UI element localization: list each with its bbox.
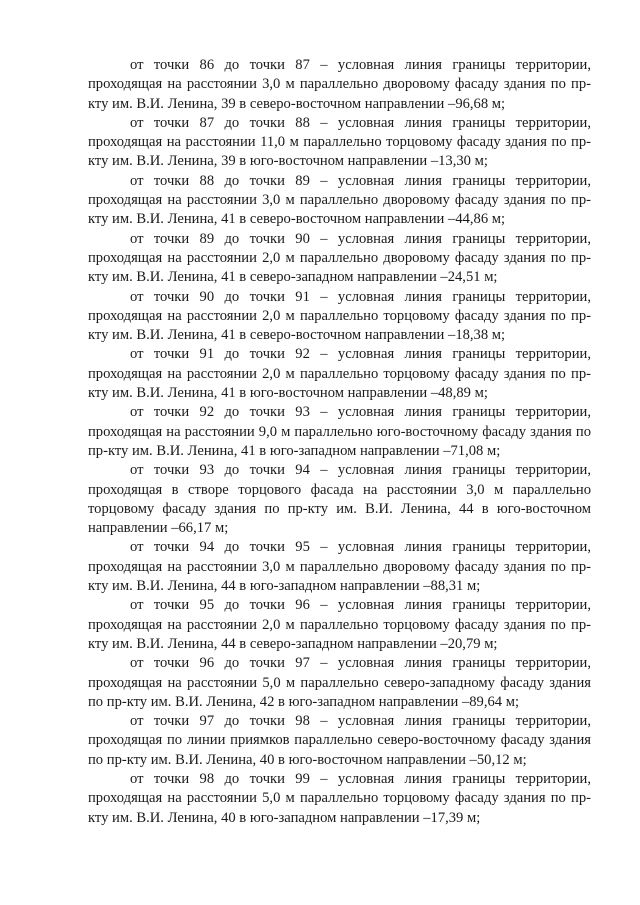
paragraph-segment-98-99: от точки 98 до точки 99 – условная линия границы территории, проходящая на расстоянии 5,0 м параллельно торцовому фасаду здания по пр-кту им. В.И. Ленина, 40 в юго-западном направлении –17,39 м;	[88, 770, 591, 826]
document-page	[88, 56, 591, 828]
paragraph-segment-94-95: от точки 94 до точки 95 – условная линия границы территории, проходящая на расстоянии 3,0 м параллельно дворовому фасаду здания по пр-кту им. В.И. Ленина, 44 в юго-западном направлении –88,31 м;	[88, 539, 591, 595]
paragraph-segment-90-91: от точки 90 до точки 91 – условная линия границы территории, проходящая на расстоянии 2,0 м параллельно торцовому фасаду здания по пр-кту им. В.И. Ленина, 41 в северо-восточном направлении –18,38 м;	[88, 288, 591, 344]
paragraph-segment-97-98: от точки 97 до точки 98 – условная линия границы территории, проходящая по линии приямков параллельно северо-восточному фасаду здания по пр-кту им. В.И. Ленина, 40 в юго-восточном направлении –50,12 м;	[88, 713, 591, 768]
paragraph-segment-95-96: от точки 95 до точки 96 – условная линия границы территории, проходящая на расстоянии 2,0 м параллельно торцовому фасаду здания по пр-кту им. В.И. Ленина, 44 в северо-западном направлении –20,79 м;	[88, 597, 591, 652]
paragraph-segment-89-90: от точки 89 до точки 90 – условная линия границы территории, проходящая на расстоянии 2,0 м параллельно дворовому фасаду здания по пр-кту им. В.И. Ленина, 41 в северо-западном направлении –24,51 м;	[88, 230, 591, 286]
paragraph-segment-92-93: от точки 92 до точки 93 – условная линия границы территории, проходящая на расстоянии 9,0 м параллельно юго-восточному фасаду здания по пр-кту им. В.И. Ленина, 41 в юго-западном направлении –71,08 м;	[88, 404, 591, 459]
paragraph-segment-96-97: от точки 96 до точки 97 – условная линия границы территории, проходящая на расстоянии 5,0 м параллельно северо-западному фасаду здания по пр-кту им. В.И. Ленина, 42 в юго-западном направлении –89,64 м;	[88, 655, 591, 710]
paragraph-segment-87-88: от точки 87 до точки 88 – условная линия границы территории, проходящая на расстоянии 11,0 м параллельно торцовому фасаду здания по пр-кту им. В.И. Ленина, 39 в юго-восточном направлении –13,30 м;	[88, 114, 591, 170]
paragraph-segment-86-87: от точки 86 до точки 87 – условная линия границы территории, проходящая на расстоянии 3,0 м параллельно дворовому фасаду здания по пр-кту им. В.И. Ленина, 39 в северо-восточном направлении –96,68 м;	[88, 57, 591, 112]
paragraph-segment-88-89: от точки 88 до точки 89 – условная линия границы территории, проходящая на расстоянии 3,0 м параллельно дворовому фасаду здания по пр-кту им. В.И. Ленина, 41 в северо-восточном направлении –44,86 м;	[88, 172, 591, 228]
paragraph-segment-91-92: от точки 91 до точки 92 – условная линия границы территории, проходящая на расстоянии 2,0 м параллельно торцовому фасаду здания по пр-кту им. В.И. Ленина, 41 в юго-восточном направлении –48,89 м;	[88, 346, 591, 402]
paragraph-segment-93-94: от точки 93 до точки 94 – условная линия границы территории, проходящая в створе торцового фасада на расстоянии 3,0 м параллельно торцовому фасаду здания по пр-кту им. В.И. Ленина, 44 в юго-восточном направлении –66,17 м;	[88, 462, 591, 537]
